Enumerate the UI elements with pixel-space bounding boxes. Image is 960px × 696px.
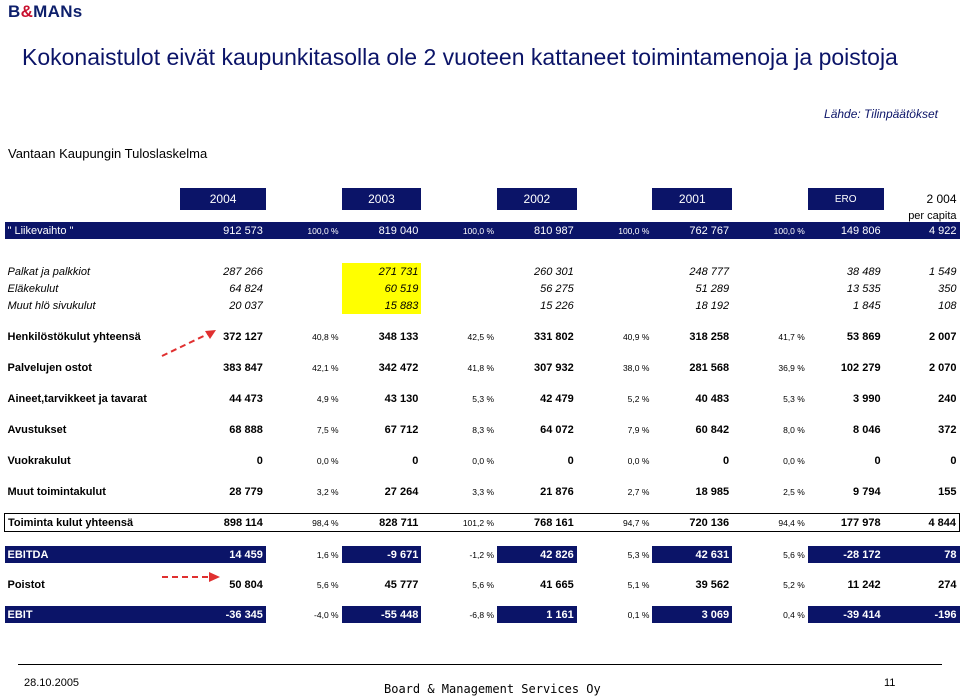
table-row-palkat: Palkat ja palkkiot 287 266 271 731 260 301 248 777 38 489 1 549 <box>5 263 960 280</box>
ero-header: ERO <box>808 188 884 210</box>
percapita-year-header: 2 004 <box>926 192 957 206</box>
table-row-liikevaihto: " Liikevaihto " 912 573 100,0 % 819 040 100,0 % 810 987 100,0 % 762 767 100,0 % 149 806 4 922 <box>5 222 960 239</box>
table-row-muut-toimintakulut: Muut toimintakulut 28 779 3,2 % 27 264 3,3 % 21 876 2,7 % 18 985 2,5 % 9 794 155 <box>7 485 957 498</box>
table-row-toiminta-kulut-yhteensa: Toiminta kulut yhteensä 898 114 98,4 % 828 711 101,2 % 768 161 94,7 % 720 136 94,4 % 177 978 4 844 <box>5 514 960 532</box>
per-capita-label: per capita <box>908 210 957 222</box>
footer-date: 28.10.2005 <box>24 677 80 689</box>
footer-company: Board & Management Services Oy <box>384 682 601 696</box>
table-row-ebit: EBIT -36 345 -4,0 % -55 448 -6,8 % 1 161 0,1 % 3 069 0,4 % -39 414 -196 <box>5 606 960 623</box>
source-note: Lähde: Tilinpäätökset <box>824 107 938 121</box>
arrow-henkilostokulut-icon <box>158 326 220 360</box>
table-row-vuokrakulut: Vuokrakulut 0 0,0 % 0 0,0 % 0 0,0 % 0 0,0 % 0 0 <box>7 454 957 467</box>
table-row-palvelujen-ostot: Palvelujen ostot 383 847 42,1 % 342 472 41,8 % 307 932 38,0 % 281 568 36,9 % 102 279 2 070 <box>7 361 957 374</box>
table-row-henkilostokulut: Henkilöstökulut yhteensä 372 127 40,8 % 348 133 42,5 % 331 802 40,9 % 318 258 41,7 % 53 869 2 007 <box>7 330 957 343</box>
company-logo: B&MANs <box>8 2 83 21</box>
page-title: Kokonaistulot eivät kaupunkitasolla ole 2 vuoteen kattaneet toimintamenoja ja poistoja <box>22 44 898 70</box>
year-2001-header: 2001 <box>652 188 732 210</box>
footer-divider <box>18 664 942 665</box>
arrow-poistot-icon <box>160 569 222 585</box>
year-2002-header: 2002 <box>497 188 577 210</box>
year-2003-header: 2003 <box>342 188 422 210</box>
table-row-aineet: Aineet,tarvikkeet ja tavarat 44 473 4,9 % 43 130 5,3 % 42 479 5,2 % 40 483 5,3 % 3 990 240 <box>7 392 957 405</box>
year-2004-header: 2004 <box>180 188 266 210</box>
table-row-avustukset: Avustukset 68 888 7,5 % 67 712 8,3 % 64 072 7,9 % 60 842 8,0 % 8 046 372 <box>7 423 957 436</box>
table-row-poistot: Poistot 50 804 5,6 % 45 777 5,6 % 41 665 5,1 % 39 562 5,2 % 11 242 274 <box>7 578 957 591</box>
income-statement-table <box>4 188 960 623</box>
table-row-muut-hlo: Muut hlö sivukulut 20 037 15 883 15 226 18 192 1 845 108 <box>5 297 960 314</box>
table-row-elakekulut: Eläkekulut 64 824 60 519 56 275 51 289 13 535 350 <box>5 280 960 297</box>
table-row-ebitda: EBITDA 14 459 1,6 % -9 671 -1,2 % 42 826 5,3 % 42 631 5,6 % -28 172 78 <box>5 546 960 563</box>
table-subtitle: Vantaan Kaupungin Tuloslaskelma <box>8 146 208 161</box>
page-number: 11 <box>884 677 896 689</box>
